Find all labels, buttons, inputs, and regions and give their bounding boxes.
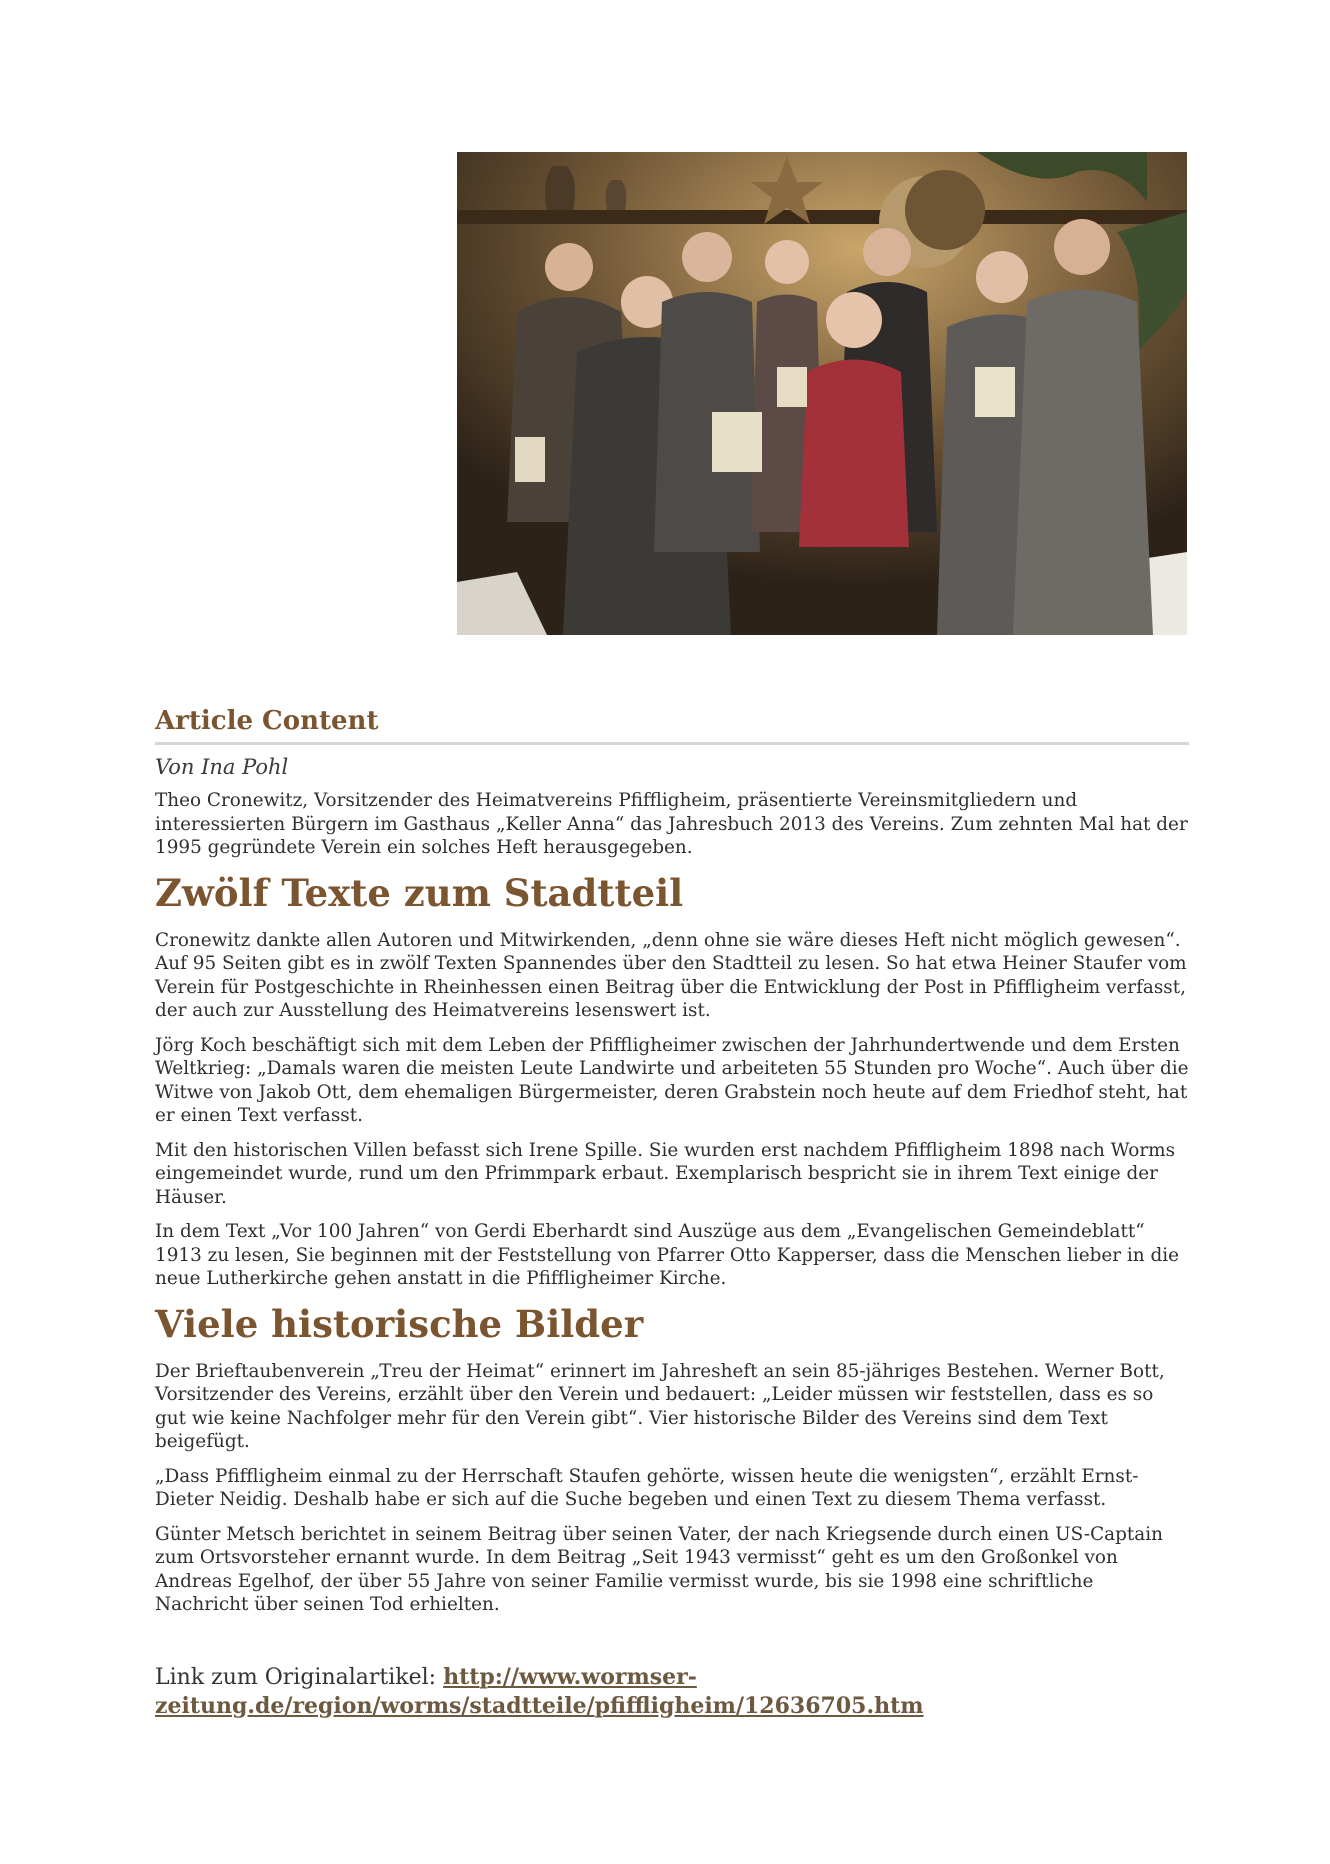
paragraph-2: Jörg Koch beschäftigt sich mit dem Leben der Pfiffligheimer zwischen der Jahrhundertwende und dem Ersten Weltkrieg: „Damals waren die meisten Leute Landwirte und arbeiteten 55 Stunden pro Woche“. Auch über die Witwe von Jakob Ott, dem ehemaligen Bürgermeister, deren Grabstein noch heute auf dem Friedhof steht, hat er einen Text verfasst.: [155, 1034, 1189, 1126]
paragraph-7: Günter Metsch berichtet in seinem Beitrag über seinen Vater, der nach Kriegsende durch einen US-Captain zum Ortsvorsteher ernannt wurde. In dem Beitrag „Seit 1943 vermisst“ geht es um den Großonkel von Andreas Egelhof, der über 55 Jahre von seiner Familie vermisst wurde, bis sie 1998 eine schriftliche Nachricht über seinen Tod erhielten.: [155, 1523, 1163, 1615]
paragraph-3: Mit den historischen Villen befasst sich Irene Spille. Sie wurden erst nachdem Pfiffligheim 1898 nach Worms eingemeindet wurde, rund um den Pfrimmpark erbaut. Exemplarisch bespricht sie in ihrem Text einige der Häuser.: [155, 1139, 1176, 1208]
byline: Von Ina Pohl: [155, 755, 289, 779]
link-label: Link zum Originalartikel:: [155, 1664, 444, 1690]
original-article-link[interactable]: http://www.wormser-zeitung.de/region/worms/stadtteile/pfiffligheim/12636705.htm: [155, 1663, 924, 1719]
original-article-link-line: [155, 1663, 1189, 1721]
paragraph-4: In dem Text „Vor 100 Jahren“ von Gerdi Eberhardt sind Auszüge aus dem „Evangelischen Gemeindeblatt“ 1913 zu lesen, Sie beginnen mit der Feststellung von Pfarrer Otto Kapperser, dass die Menschen lieber in die neue Lutherkirche gehen anstatt in die Pfiffligheimer Kirche.: [155, 1221, 1180, 1289]
section-heading: Article Content: [155, 706, 1189, 745]
paragraph-5: Der Brieftaubenverein „Treu der Heimat“ erinnert im Jahresheft an sein 85-jähriges Bestehen. Werner Bott, Vorsitzender des Vereins, erzählt über den Verein und bedauert: „Leider müssen wir feststellen, dass es so gut wie keine Nachfolger mehr für den Verein gibt“. Vier historische Bilder des Vereins sind dem Text beigefügt.: [155, 1360, 1165, 1452]
subheading-2: Viele historische Bilder: [155, 1301, 644, 1346]
subheading-1: Zwölf Texte zum Stadtteil: [155, 870, 684, 915]
article-photo: [457, 152, 1187, 635]
article-content: [155, 706, 1189, 1721]
paragraph-6: „Dass Pfiffligheim einmal zu der Herrschaft Staufen gehörte, wissen heute die wenigsten“, erzählt Ernst-Dieter Neidig. Deshalb habe er sich auf die Suche begeben und einen Text zu diesem Thema verfasst.: [155, 1465, 1139, 1510]
paragraph-1: Cronewitz dankte allen Autoren und Mitwirkenden, „denn ohne sie wäre dieses Heft nicht möglich gewesen“. Auf 95 Seiten gibt es in zwölf Texten Spannendes über den Stadtteil zu lesen. So hat etwa Heiner Staufer vom Verein für Postgeschichte in Rheinhessen einen Beitrag über die Entwicklung der Post in Pfiffligheim verfasst, der auch zur Ausstellung des Heimatvereins lesenswert ist.: [155, 929, 1187, 1021]
intro-paragraph: Theo Cronewitz, Vorsitzender des Heimatvereins Pfiffligheim, präsentierte Vereinsmitgliedern und interessierten Bürgern im Gasthaus „Keller Anna“ das Jahresbuch 2013 des Vereins. Zum zehnten Mal hat der 1995 gegründete Verein ein solches Heft herausgegeben.: [155, 790, 1188, 858]
